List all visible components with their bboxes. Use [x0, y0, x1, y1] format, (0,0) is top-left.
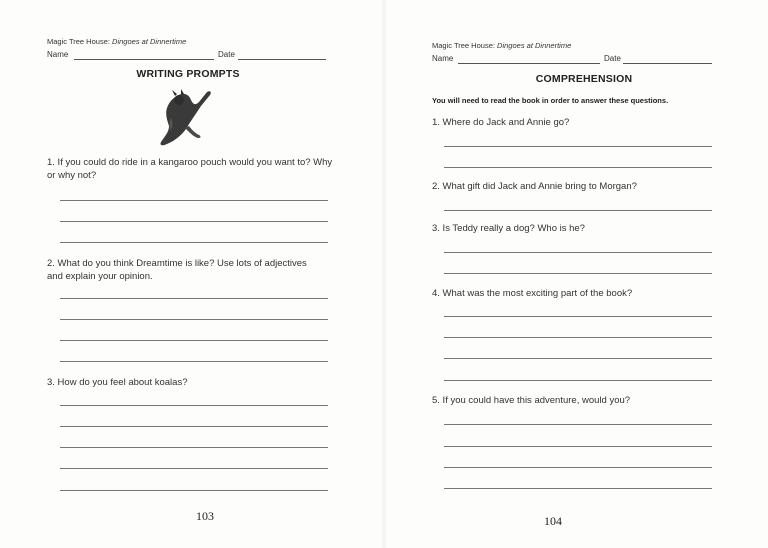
series-header: [47, 37, 186, 46]
answer-line[interactable]: [60, 490, 328, 491]
name-label: Name: [47, 50, 69, 59]
date-line[interactable]: [623, 63, 712, 64]
answer-line[interactable]: [60, 405, 328, 406]
name-line[interactable]: [458, 63, 600, 64]
question-5: 5. If you could have this adventure, would you?: [432, 395, 631, 406]
answer-line[interactable]: [444, 316, 712, 317]
page-title: COMPREHENSION: [535, 73, 633, 85]
question-4: 4. What was the most exciting part of the book?: [432, 288, 633, 299]
kangaroo-illustration-icon: [155, 88, 215, 150]
series-header: [432, 41, 571, 50]
answer-line[interactable]: [60, 361, 328, 362]
worksheet-page-right: [384, 0, 768, 548]
answer-line[interactable]: [444, 446, 712, 447]
series-label: Magic Tree House:: [432, 41, 495, 50]
answer-line[interactable]: [60, 242, 328, 243]
book-title: Dingoes at Dinnertime: [112, 37, 187, 46]
answer-line[interactable]: [444, 146, 712, 147]
answer-line[interactable]: [444, 167, 712, 168]
book-title: Dingoes at Dinnertime: [497, 41, 572, 50]
answer-line[interactable]: [444, 252, 712, 253]
answer-line[interactable]: [60, 340, 328, 341]
answer-line[interactable]: [444, 273, 712, 274]
question-1: 1. Where do Jack and Annie go?: [432, 117, 570, 128]
instructions: You will need to read the book in order to answer these questions.: [432, 96, 669, 105]
date-label: Date: [218, 50, 235, 59]
answer-line[interactable]: [444, 467, 712, 468]
date-line[interactable]: [238, 59, 326, 60]
answer-line[interactable]: [60, 468, 328, 469]
answer-line[interactable]: [60, 319, 328, 320]
answer-line[interactable]: [60, 426, 328, 427]
answer-line[interactable]: [444, 210, 712, 211]
answer-line[interactable]: [444, 337, 712, 338]
question-2: 2. What gift did Jack and Annie bring to Morgan?: [432, 181, 637, 192]
name-line[interactable]: [74, 59, 214, 60]
answer-line[interactable]: [444, 358, 712, 359]
page-number: 104: [544, 514, 562, 528]
answer-line[interactable]: [444, 424, 712, 425]
question-3: 3. Is Teddy really a dog? Who is he?: [432, 223, 585, 234]
answer-line[interactable]: [444, 380, 712, 381]
answer-line[interactable]: [60, 221, 328, 222]
answer-line[interactable]: [444, 488, 712, 489]
series-label: Magic Tree House:: [47, 37, 110, 46]
page-number: 103: [196, 509, 214, 523]
answer-line[interactable]: [60, 447, 328, 448]
question-3: 3. How do you feel about koalas?: [47, 377, 188, 388]
answer-line[interactable]: [60, 298, 328, 299]
question-1: 1. If you could do ride in a kangaroo pouch would you want to? Why or why not?: [47, 157, 333, 181]
name-label: Name: [432, 54, 454, 63]
answer-line[interactable]: [60, 200, 328, 201]
page-title: WRITING PROMPTS: [136, 68, 240, 80]
date-label: Date: [604, 54, 621, 63]
question-2: 2. What do you think Dreamtime is like? Use lots of adjectives and explain your opinion.: [47, 258, 307, 282]
